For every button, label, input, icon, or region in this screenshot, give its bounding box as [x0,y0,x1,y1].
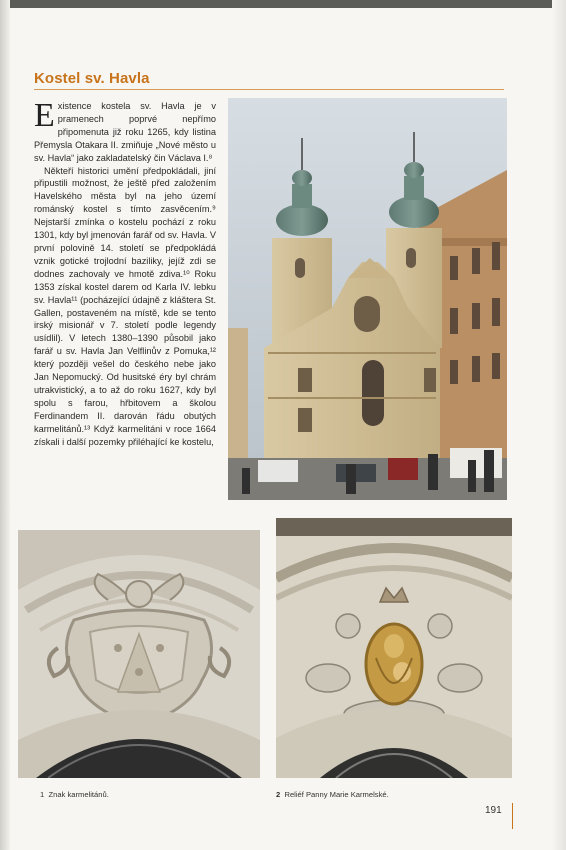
figure-1-number: 1 [40,790,45,799]
section-heading: Kostel sv. Havla [34,70,150,87]
figure-1-text: Znak karmelitánů. [48,790,109,799]
scan-top-edge [0,0,566,8]
paragraph-1-text: xistence kostela sv. Havla je v pramenech poprvé nepřímo připomenuta již roku 1265, kdy listina Přemysla Otakara II. zmiňuje „Nové město u sv. Havla“ jako zakladatelský čin Václava I.⁸ [34,101,216,163]
church-photo [228,98,507,500]
figure-2-caption [276,790,389,799]
page-number: 191 [485,805,502,816]
page-right-edge [552,0,566,850]
page-number-bar [512,803,513,829]
page-gutter [0,0,10,850]
carmelite-coat-of-arms-photo [18,530,260,778]
paragraph-1 [34,97,216,165]
figure-2-text: Reliéf Panny Marie Karmelské. [284,790,389,799]
heading-rule [34,89,504,90]
drop-cap: E [34,97,55,134]
figure-1-caption [40,790,109,799]
madonna-relief-photo [276,518,512,778]
body-text [34,97,216,448]
paragraph-2: Někteří historici umění předpokládali, jiní připustili možnost, že ještě před založením Havelského města byl na jeho území románský kostel s tímto zasvěcením.⁹ Nejstarší zmínka o kostelu pochází z roku 1301, kdy byl jmenován farář od sv. Havla. V první polovině 14. století se předpokládá vznik gotické trojlodní baziliky, jejíž zdi se dodnes zachovaly ve hmotě zdiva.¹⁰ Roku 1353 získal kostel darem od Karla IV. lebku sv. Havla¹¹ (pocházející údajně z kláštera St. Gallen, postaveném na místě, kde se tento irský misionář v 7. století podle legendy usídlil). V letech 1380–1390 působil jako farář u sv. Havla Jan Velflinův z Pomuka,¹² který později vešel do českého nebe jako Jan Nepomucký. Od husitské éry byl chrám utrakvistický, a to až do roku 1627, kdy byl spolu s farou, hřbitovem a školou Ferdinandem II. darován řádu obutých karmelitánů.¹³ Když karmelitáni v roce 1664 získali i další pozemky přiléhající ke kostelu, [34,165,216,447]
figure-2-number: 2 [276,790,281,799]
